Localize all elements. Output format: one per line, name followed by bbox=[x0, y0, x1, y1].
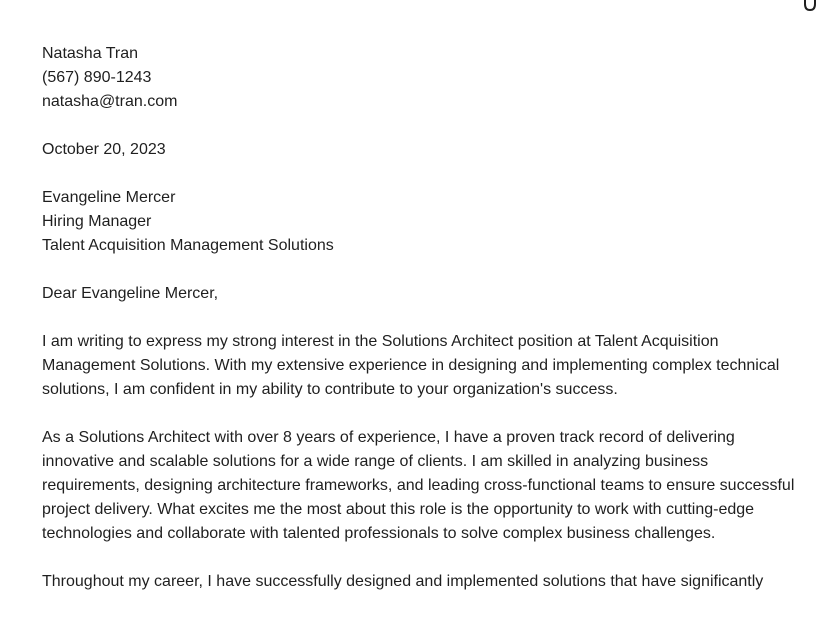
sender-phone: (567) 890-1243 bbox=[42, 69, 152, 86]
salutation-block bbox=[42, 282, 802, 306]
recipient-company: Talent Acquisition Management Solutions bbox=[42, 237, 334, 254]
body-paragraph-1: I am writing to express my strong interest in the Solutions Architect position at Talent Acquisition Management Solutions. With my extensive experience in designing and implementing complex technical solutions, I am confident in my ability to contribute to your organization's success. bbox=[42, 333, 780, 398]
recipient-name: Evangeline Mercer bbox=[42, 189, 176, 206]
salutation: Dear Evangeline Mercer, bbox=[42, 285, 219, 302]
sender-email: natasha@tran.com bbox=[42, 93, 178, 110]
sender-block bbox=[42, 42, 802, 114]
letter-date: October 20, 2023 bbox=[42, 141, 166, 158]
body-paragraph-3: Throughout my career, I have successfully designed and implemented solutions that have significantly bbox=[42, 573, 764, 590]
sender-name: Natasha Tran bbox=[42, 45, 139, 62]
date-block bbox=[42, 138, 802, 162]
cover-letter bbox=[42, 42, 802, 618]
recipient-title: Hiring Manager bbox=[42, 213, 152, 230]
recipient-block bbox=[42, 186, 802, 258]
body-paragraph-2: As a Solutions Architect with over 8 years of experience, I have a proven track record of delivering innovative and scalable solutions for a wide range of clients. I am skilled in analyzing business requirements, designing architecture frameworks, and leading cross-functional teams to ensure successful project delivery. What excites me the most about this role is the opportunity to work with cutting-edge technologies and collaborate with talented professionals to solve complex business challenges. bbox=[42, 429, 795, 542]
partial-glyph-icon bbox=[802, 0, 818, 14]
